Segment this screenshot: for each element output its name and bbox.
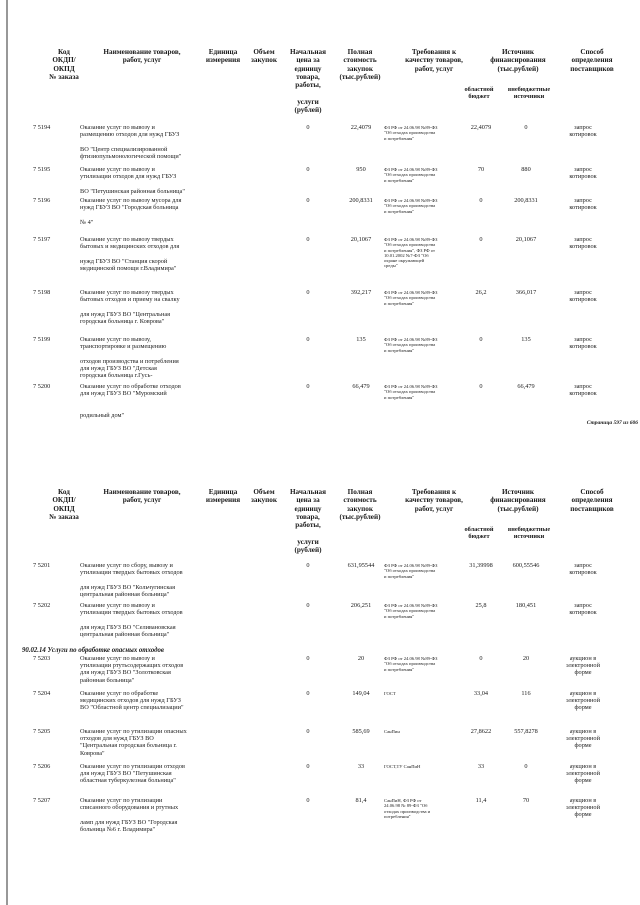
- row-source-extra: 116: [521, 690, 531, 697]
- row-init-price: 0: [306, 236, 310, 243]
- row-init-price: 0: [306, 655, 310, 662]
- row-method: запрос котировок: [569, 562, 597, 577]
- header-name: Наименование товаров, работ, услуг: [103, 488, 181, 505]
- row-source-regional: 70: [477, 166, 485, 173]
- row-method: запрос котировок: [569, 383, 597, 398]
- row-requirements: ФЗ РФ от 24.06.98 №89-ФЗ "Об отходах производства и потребления", ФЗ РФ от 10.01.2002 №7-ФЗ "Об охране окружающей среды": [384, 237, 438, 269]
- row-init-price: 0: [306, 728, 310, 735]
- row-total-cost: 33: [357, 763, 365, 770]
- row-source-regional: 0: [479, 336, 483, 343]
- row-name: Оказание услуг по вывозу, транспортировке и размещению отходов производства и потребления для нужд ГБУЗ ВО "Детская городская больница г.Гусь-: [80, 336, 179, 380]
- row-source-regional: 31,39998: [469, 562, 493, 569]
- row-source-extra: 135: [521, 336, 531, 343]
- header-method: Способ определения поставщиков: [570, 488, 614, 513]
- header-volume: Объем закупок: [251, 488, 277, 505]
- row-init-price: 0: [306, 797, 310, 804]
- row-source-extra: 366,017: [515, 289, 537, 296]
- header-total-cost: Полная стоимость закупок (тыс.рублей): [339, 488, 381, 521]
- header-source-extra: внебюджетные источники: [507, 526, 551, 541]
- row-code: 7 5206: [33, 763, 51, 770]
- row-requirements: ФЗ РФ от 24.06.98 №89-ФЗ "Об отходах производства и потребления": [384, 656, 438, 672]
- row-code: 7 5204: [33, 690, 51, 697]
- row-source-extra: 20: [522, 655, 530, 662]
- row-source-regional: 22,4079: [470, 124, 492, 131]
- header-code: Код ОКДП/ ОКПД № заказа: [49, 48, 79, 81]
- row-init-price: 0: [306, 763, 310, 770]
- row-method: аукцион в электронной форме: [566, 655, 600, 677]
- row-code: 7 5194: [33, 124, 51, 131]
- row-source-extra: 66,479: [517, 383, 535, 390]
- row-init-price: 0: [306, 602, 310, 609]
- row-source-regional: 0: [479, 197, 483, 204]
- row-name: Оказание услуг по обработке медицинских отходов для нужд ГБУЗ ВО "Областной центр специализации": [80, 690, 184, 712]
- row-init-price: 0: [306, 124, 310, 131]
- row-name: Оказание услуг по утилизации опасных отходов для нужд ГБУЗ ВО "Центральная городская больница г. Коврова": [80, 728, 187, 757]
- row-init-price: 0: [306, 383, 310, 390]
- row-requirements: ФЗ РФ от 24.06.98 №89-ФЗ "Об отходах производства и потребления": [384, 337, 438, 353]
- header-init-price: Начальная цена за единицу товара, работы, услуги (рублей): [289, 488, 327, 554]
- row-name: Оказание услуг по вывозу и утилизации твердых бытовых отходов для нужд ГБУЗ ВО "Селивановская центральная районная больница": [80, 602, 183, 638]
- row-source-regional: 27,8622: [470, 728, 492, 735]
- row-source-regional: 11,4: [475, 797, 487, 804]
- header-volume: Объем закупок: [251, 48, 277, 65]
- row-source-extra: 0: [524, 124, 528, 131]
- row-requirements: ФЗ РФ от 24.06.98 №89-ФЗ "Об отходах производства и потребления": [384, 125, 438, 141]
- row-requirements: ФЗ РФ от 24.06.98 №89-ФЗ "Об отходах производства и потребления": [384, 384, 438, 400]
- row-method: запрос котировок: [569, 124, 597, 139]
- scan-edge-shadow: [6, 0, 8, 905]
- row-total-cost: 135: [356, 336, 366, 343]
- row-code: 7 5197: [33, 236, 51, 243]
- row-source-regional: 0: [479, 236, 483, 243]
- header-total-cost: Полная стоимость закупок (тыс.рублей): [339, 48, 381, 81]
- row-total-cost: 631,95544: [347, 562, 375, 569]
- row-source-extra: 600,55546: [512, 562, 540, 569]
- row-name: Оказание услуг по сбору, вывозу и утилизации твердых бытовых отходов для нужд ГБУЗ ВО "Кольчугинская центральная районная больница": [80, 562, 183, 598]
- row-name: Оказание услуг по вывозу мусора для нужд ГБУЗ ВО "Городская больница № 4": [80, 197, 182, 226]
- row-requirements: ФЗ РФ от 24.06.98 №89-ФЗ "Об отходах производства и потребления": [384, 198, 438, 214]
- row-total-cost: 200,8331: [349, 197, 373, 204]
- row-method: запрос котировок: [569, 197, 597, 212]
- row-name: Оказание услуг по утилизации списанного оборудования и ртутных ламп для нужд ГБУЗ ВО "Городская больница №6 г. Владимира": [80, 797, 179, 833]
- row-requirements: ГОСТ,ТУ СанПиН: [384, 764, 421, 769]
- header-name: Наименование товаров, работ, услуг: [103, 48, 181, 65]
- row-requirements: ФЗ РФ от 24.06.98 №89-ФЗ "Об отходах производства и потребления": [384, 603, 438, 619]
- row-init-price: 0: [306, 336, 310, 343]
- row-requirements: ФЗ РФ от 24.06.98 №89-ФЗ "Об отходах производства и потребления": [384, 290, 438, 306]
- row-source-extra: 20,1067: [515, 236, 537, 243]
- section-heading: 90.02.14 Услуги по обработке опасных отходов: [22, 647, 164, 654]
- row-code: 7 5202: [33, 602, 51, 609]
- row-requirements: СанПин: [384, 729, 400, 734]
- row-requirements: ФЗ РФ от 24.06.98 №89-ФЗ "Об отходах производства и потребления": [384, 563, 438, 579]
- row-source-extra: 880: [521, 166, 531, 173]
- row-requirements: ГОСТ: [384, 691, 396, 696]
- header-source-regional: областной бюджет: [464, 86, 494, 101]
- row-method: запрос котировок: [569, 336, 597, 351]
- row-source-regional: 26,2: [475, 289, 487, 296]
- row-total-cost: 149,04: [352, 690, 370, 697]
- row-code: 7 5203: [33, 655, 51, 662]
- page-footer: Страница 597 из 606: [586, 420, 638, 426]
- row-total-cost: 206,251: [350, 602, 372, 609]
- row-source-regional: 25,8: [475, 602, 487, 609]
- row-total-cost: 950: [356, 166, 366, 173]
- row-code: 7 5199: [33, 336, 51, 343]
- row-requirements: ФЗ РФ от 24.06.98 №89-ФЗ "Об отходах производства и потребления": [384, 167, 438, 183]
- row-method: запрос котировок: [569, 602, 597, 617]
- header-requirements: Требования к качеству товаров, работ, услуг: [405, 48, 463, 73]
- row-name: Оказание услуг по вывозу твердых бытовых и медицинских отходов для нужд ГБУЗ ВО "Станция скорой медицинской помощи г.Владимира": [80, 236, 180, 272]
- row-code: 7 5201: [33, 562, 51, 569]
- row-method: аукцион в электронной форме: [566, 763, 600, 785]
- header-unit: Единица измерения: [205, 48, 241, 65]
- row-code: 7 5198: [33, 289, 51, 296]
- row-source-extra: 557,8278: [514, 728, 538, 735]
- header-init-price: Начальная цена за единицу товара, работы, услуги (рублей): [289, 48, 327, 114]
- row-code: 7 5196: [33, 197, 51, 204]
- row-name: Оказание услуг по вывозу и утилизации ртутьсодержащих отходов для нужд ГБУЗ ВО "Золотковская районная больница": [80, 655, 184, 684]
- row-method: запрос котировок: [569, 289, 597, 304]
- row-source-extra: 0: [524, 763, 528, 770]
- header-requirements: Требования к качеству товаров, работ, услуг: [405, 488, 463, 513]
- row-source-regional: 33: [477, 763, 485, 770]
- row-code: 7 5200: [33, 383, 51, 390]
- row-source-extra: 180,451: [515, 602, 537, 609]
- row-source-regional: 0: [479, 383, 483, 390]
- row-code: 7 5207: [33, 797, 51, 804]
- row-requirements: СанПиН, ФЗ РФ от 24.06.98 № 89-ФЗ "Об отходах производства и потребления": [384, 798, 431, 819]
- row-method: аукцион в электронной форме: [566, 728, 600, 750]
- row-init-price: 0: [306, 197, 310, 204]
- row-total-cost: 20: [357, 655, 365, 662]
- row-code: 7 5195: [33, 166, 51, 173]
- row-name: Оказание услуг по обработке отходов для нужд ГБУЗ ВО "Муромский родильный дом": [80, 383, 181, 419]
- header-source-regional: областной бюджет: [464, 526, 494, 541]
- row-init-price: 0: [306, 562, 310, 569]
- row-total-cost: 585,69: [352, 728, 370, 735]
- row-init-price: 0: [306, 166, 310, 173]
- row-name: Оказание услуг по вывозу и размещению отходов для нужд ГБУЗ ВО "Центр специализированной фтизиопульмонологической помощи": [80, 124, 182, 160]
- header-source: Источник финансирования (тыс.рублей): [490, 488, 546, 513]
- row-method: аукцион в электронной форме: [566, 797, 600, 819]
- row-source-regional: 0: [479, 655, 483, 662]
- row-method: аукцион в электронной форме: [566, 690, 600, 712]
- row-code: 7 5205: [33, 728, 51, 735]
- row-total-cost: 392,217: [350, 289, 372, 296]
- row-source-regional: 33,04: [473, 690, 489, 697]
- header-code: Код ОКДП/ ОКПД № заказа: [49, 488, 79, 521]
- row-total-cost: 66,479: [352, 383, 370, 390]
- row-total-cost: 20,1067: [350, 236, 372, 243]
- row-total-cost: 81,4: [355, 797, 367, 804]
- row-method: запрос котировок: [569, 236, 597, 251]
- row-name: Оказание услуг по утилизации отходов для нужд ГБУЗ ВО "Петушинская областная туберкулезная больница": [80, 763, 185, 785]
- header-source-extra: внебюджетные источники: [507, 86, 551, 101]
- row-method: запрос котировок: [569, 166, 597, 181]
- header-unit: Единица измерения: [205, 488, 241, 505]
- header-method: Способ определения поставщиков: [570, 48, 614, 73]
- row-total-cost: 22,4079: [350, 124, 372, 131]
- row-source-extra: 200,8331: [514, 197, 538, 204]
- row-name: Оказание услуг по вывозу твердых бытовых отходов и приему на свалку для нужд ГБУЗ ВО "Центральная городская больница г. Коврова": [80, 289, 180, 325]
- row-name: Оказание услуг по вывозу и утилизации отходов для нужд ГБУЗ ВО "Петушинская районная больница": [80, 166, 185, 195]
- row-init-price: 0: [306, 289, 310, 296]
- header-source: Источник финансирования (тыс.рублей): [490, 48, 546, 73]
- row-source-extra: 70: [522, 797, 530, 804]
- row-init-price: 0: [306, 690, 310, 697]
